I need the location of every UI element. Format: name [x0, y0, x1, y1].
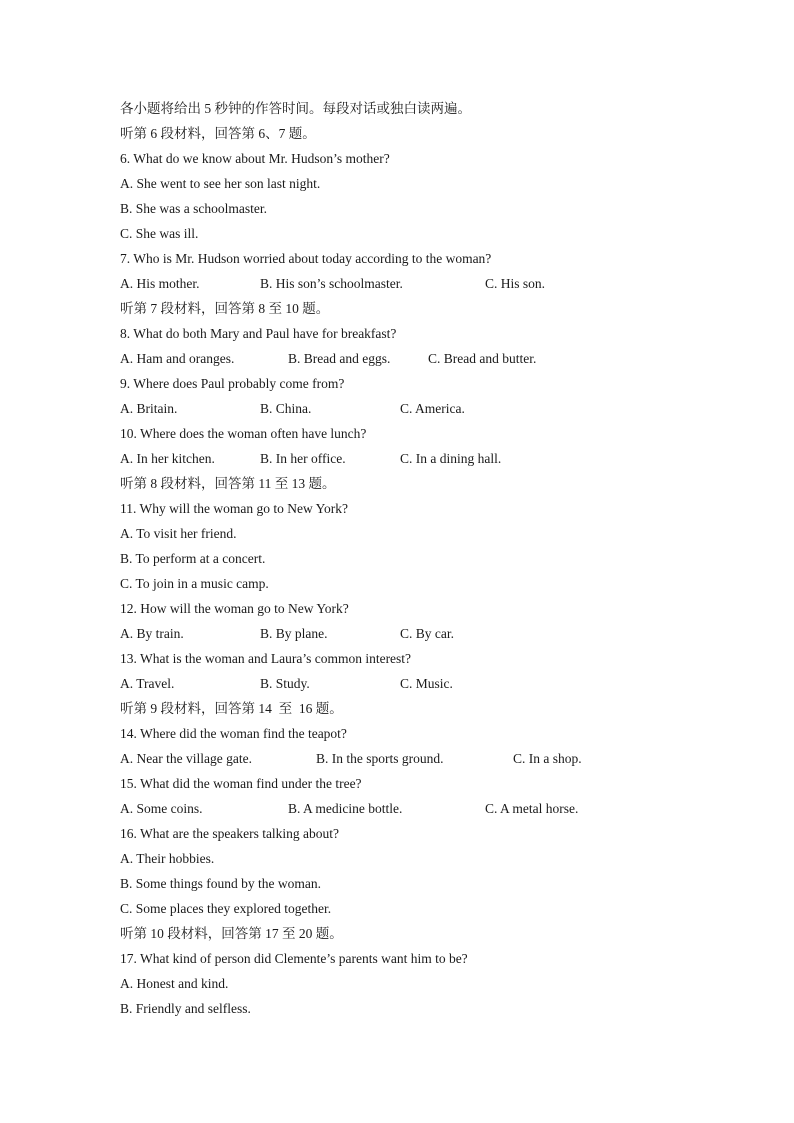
section-heading: 听第 6 段材料，回答第 6、7 题。: [120, 126, 316, 141]
option-c: C. To join in a music camp.: [120, 576, 269, 591]
option-b: B. To perform at a concert.: [120, 551, 266, 566]
question-stem: 6. What do we know about Mr. Hudson’s mother?: [120, 151, 390, 166]
option-b: B. A medicine bottle.: [288, 801, 403, 816]
option-c: C. In a shop.: [513, 751, 582, 766]
question-stem: 14. Where did the woman find the teapot?: [120, 726, 347, 741]
option-b: B. By plane.: [260, 626, 328, 641]
option-c: C. In a dining hall.: [400, 451, 502, 466]
option-a: A. Travel.: [120, 676, 175, 691]
option-a: A. Some coins.: [120, 801, 203, 816]
question-stem: 15. What did the woman find under the tree?: [120, 776, 362, 791]
option-a: A. To visit her friend.: [120, 526, 237, 541]
option-c: C. His son.: [485, 276, 546, 291]
option-c: C. Music.: [400, 676, 453, 691]
option-a: A. Near the village gate.: [120, 751, 252, 766]
option-c: C. America.: [400, 401, 465, 416]
option-b: B. Friendly and selfless.: [120, 1001, 251, 1016]
option-a: A. In her kitchen.: [120, 451, 215, 466]
option-c: C. A metal horse.: [485, 801, 579, 816]
option-b: B. Some things found by the woman.: [120, 876, 321, 891]
question-stem: 8. What do both Mary and Paul have for breakfast?: [120, 326, 397, 341]
option-b: B. Bread and eggs.: [288, 351, 391, 366]
option-c: C. By car.: [400, 626, 454, 641]
question-stem: 17. What kind of person did Clemente’s parents want him to be?: [120, 951, 468, 966]
question-stem: 16. What are the speakers talking about?: [120, 826, 340, 841]
option-c: C. Some places they explored together.: [120, 901, 332, 916]
option-a: A. Britain.: [120, 401, 178, 416]
section-heading: 听第 7 段材料，回答第 8 至 10 题。: [120, 301, 330, 316]
option-b: B. In her office.: [260, 451, 346, 466]
option-a: A. Ham and oranges.: [120, 351, 235, 366]
option-a: A. Honest and kind.: [120, 976, 229, 991]
option-b: B. China.: [260, 401, 312, 416]
option-b: B. His son’s schoolmaster.: [260, 276, 403, 291]
section-heading: 听第 10 段材料，回答第 17 至 20 题。: [120, 926, 343, 941]
option-a: A. His mother.: [120, 276, 200, 291]
option-c: C. Bread and butter.: [428, 351, 537, 366]
option-b: B. In the sports ground.: [316, 751, 444, 766]
option-a: A. She went to see her son last night.: [120, 176, 321, 191]
instructions: 各小题将给出 5 秒钟的作答时间。每段对话或独白读两遍。: [120, 101, 471, 116]
option-c: C. She was ill.: [120, 226, 199, 241]
option-a: A. Their hobbies.: [120, 851, 215, 866]
question-stem: 11. Why will the woman go to New York?: [120, 501, 348, 516]
question-stem: 12. How will the woman go to New York?: [120, 601, 349, 616]
option-b: B. She was a schoolmaster.: [120, 201, 267, 216]
question-stem: 7. Who is Mr. Hudson worried about today according to the woman?: [120, 251, 492, 266]
option-a: A. By train.: [120, 626, 184, 641]
question-stem: 9. Where does Paul probably come from?: [120, 376, 345, 391]
section-heading: 听第 9 段材料，回答第 14 至 16 题。: [120, 701, 343, 716]
question-stem: 10. Where does the woman often have lunch?: [120, 426, 367, 441]
question-stem: 13. What is the woman and Laura’s common interest?: [120, 651, 412, 666]
option-b: B. Study.: [260, 676, 310, 691]
section-heading: 听第 8 段材料，回答第 11 至 13 题。: [120, 476, 336, 491]
